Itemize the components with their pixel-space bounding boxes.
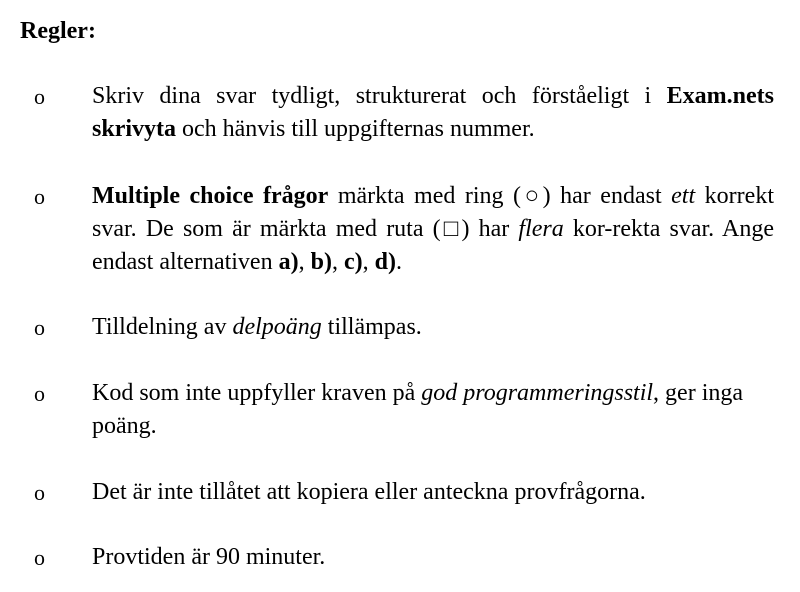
rule-text-part: , ger inga poäng. [92,380,744,439]
rule-text-part: . [395,249,402,275]
rule-text-part: Tilldelning av [92,314,233,340]
rule-text-part: Kod som inte uppfyller kraven på [92,380,422,406]
separator: , [362,249,375,275]
bullet-icon: o [34,184,45,209]
rule-text-part: Provtiden är 90 minuter. [92,544,326,570]
rule-text [92,80,774,146]
rule-text [92,476,774,509]
separator: , [331,249,344,275]
rule-text-italic: god programmeringsstil [421,380,654,406]
rule-text-part: Det är inte tillåtet att kopiera eller anteckna provfrågorna. [92,479,646,505]
rule-text-bold: Multiple choice frågor [92,183,329,209]
rule-text-italic: flera [518,216,564,242]
rule-text [92,311,774,344]
rule-text-part: korrekt svar. De som är märkta med ruta (□) har [92,183,774,242]
bullet-icon: o [34,545,45,570]
bullet-icon: o [34,84,45,109]
bullet-icon: o [34,480,45,505]
page-title: Regler: [20,18,96,44]
rule-text [92,180,774,279]
rule-text-italic: ett [671,183,696,209]
rule-text-bold: Exam.nets skrivyta [92,83,774,142]
rule-text [92,377,774,443]
rule-text-part: kor-rekta svar. Ange endast alternativen [92,216,774,275]
option-label: c) [343,249,363,275]
option-label: b) [310,249,332,275]
rule-text-part: tillämpas. [321,314,422,340]
rule-text-part: Skriv dina svar tydligt, strukturerat och förståeligt i [92,83,667,109]
bullet-icon: o [34,315,45,340]
bullet-icon: o [34,381,45,406]
rule-text-part: märkta med ring (○) har endast [328,183,672,209]
option-label: a) [278,249,299,275]
separator: , [298,249,311,275]
rule-text-italic: delpoäng [232,314,322,340]
rule-text-part: och hänvis till uppgifternas nummer. [176,116,535,142]
rule-text [92,541,774,574]
option-label: d) [374,249,396,275]
